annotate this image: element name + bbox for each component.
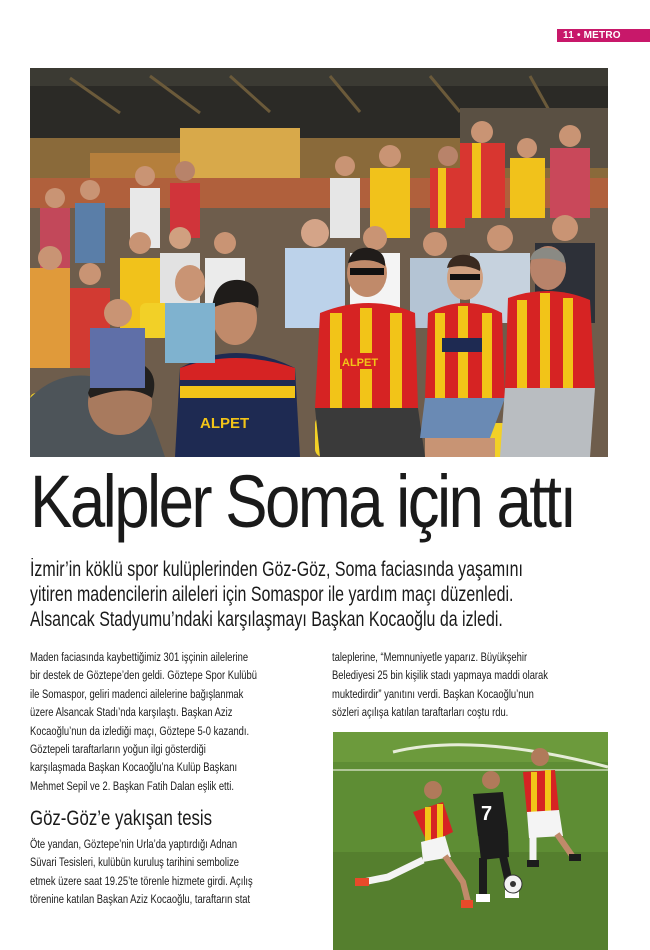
body-line: Belediyesi 25 bin kişilik stadı yapmaya maddi olarak (332, 668, 548, 683)
body-line: sözleri açılışa katılan taraftarları coştu rdu. (332, 705, 509, 720)
body-column-left-2 (30, 835, 307, 909)
match-photo (333, 732, 608, 950)
body-line: Süvari Tesisleri, kulübün kuruluş tarihini sembolize (30, 855, 239, 870)
crowd-photo (30, 68, 608, 457)
body-line: taleplerine, “Memnuniyetle yaparız. Büyükşehir (332, 650, 528, 664)
body-line: ile Somaspor, geliri madenci ailelerine bağışlanmak (30, 686, 244, 701)
body-line: etmek üzere saat 19.25’te törenle hizmete girdi. Açılış (30, 873, 253, 888)
article-lead (30, 557, 608, 632)
alpet-text-1: ALPET (200, 415, 250, 432)
section-tag: 11 • METRO (557, 29, 650, 42)
body-line: Göztepeli taraftarların yoğun ilgi gösterdiği (30, 742, 206, 757)
body-column-left (30, 648, 307, 795)
body-line: Maden faciasında kaybettiğimiz 301 işçinin ailelerine (30, 650, 249, 664)
article-headline: Kalpler Soma için attı (30, 460, 575, 543)
body-line: Öte yandan, Göztepe’nin Urla’da yaptırdığı Adnan (30, 837, 238, 851)
article-subhead: Göz-Göz’e yakışan tesis (30, 807, 213, 830)
body-column-right (332, 648, 609, 722)
player-number: 7 (481, 803, 493, 825)
alpet-text-2: ALPET (342, 357, 379, 369)
body-line: bir destek de Göztepe’den geldi. Göztepe Spor Kulübü (30, 668, 257, 683)
body-line: Kocaoğlu’nun da izlediği maçı, Göztepe 5-0 kazandı. (30, 723, 250, 738)
body-line: üzere Alsancak Stadı’nda karşılaştı. Başkan Aziz (30, 705, 233, 720)
body-line: muktedirdir” yanıtını verdi. Başkan Kocaoğlu’nun (332, 686, 534, 701)
body-line: karşılaşmada Başkan Kocaoğlu’na Kulüp Başkanı (30, 760, 238, 775)
body-line: törenine katılan Başkan Aziz Kocaoğlu, taraftarın stat (30, 892, 251, 907)
lead-line: Alsancak Stadyumu’ndaki karşılaşmayı Başkan Kocaoğlu da izledi. (30, 608, 503, 631)
lead-line: İzmir’in köklü spor kulüplerinden Göz-Göz, Soma faciasında yaşamını (30, 558, 523, 581)
body-line: Mehmet Sepil ve 2. Başkan Fatih Dalan eşlik etti. (30, 778, 234, 793)
lead-line: yitiren madencilerin aileleri için Somaspor ile yardım maçı düzenledi. (30, 583, 514, 606)
